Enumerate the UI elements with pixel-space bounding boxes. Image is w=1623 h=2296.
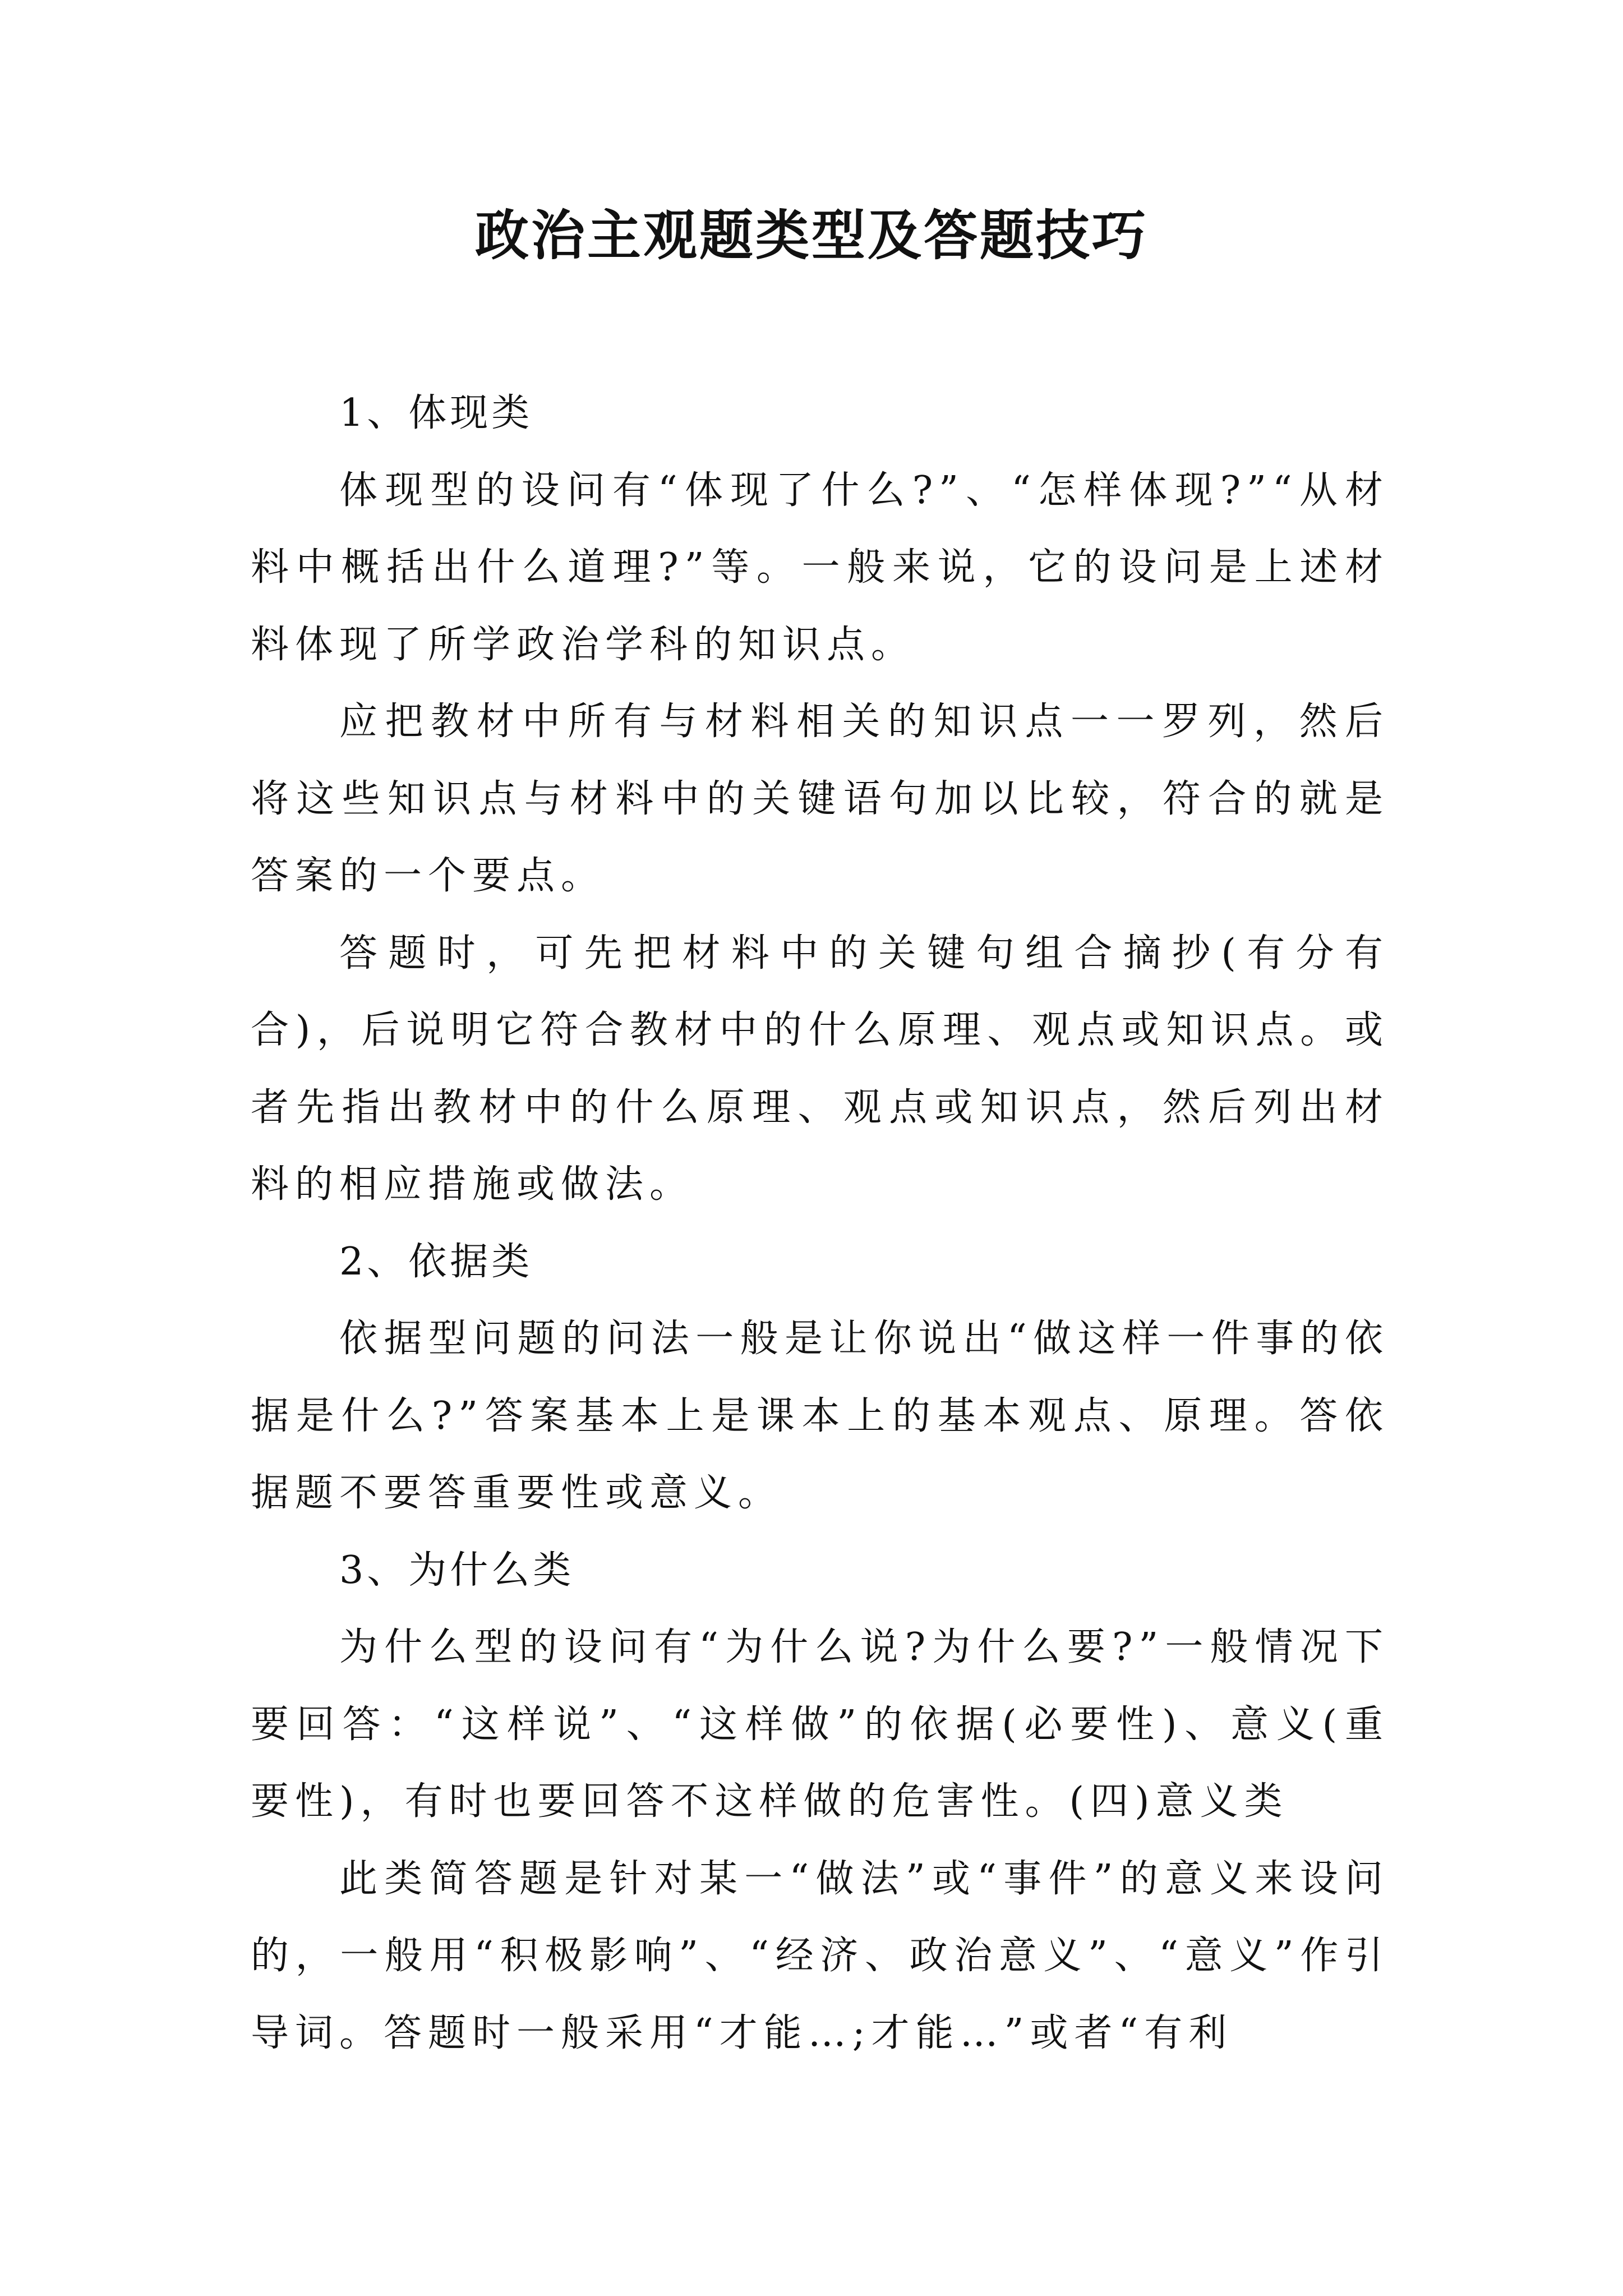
paragraph: 依据型问题的问法一般是让你说出“做这样一件事的依据是什么?”答案基本上是课本上的基本观点、原理。答依据题不要答重要性或意义。 [251,1317,1389,1515]
section-heading-3: 3、为什么类 [339,1548,575,1593]
paragraph: 应把教材中所有与材料相关的知识点一一罗列，然后将这些知识点与材料中的关键语句加以比较，符合的就是答案的一个要点。 [251,700,1389,898]
paragraph: 为什么型的设问有“为什么说?为什么要?”一般情况下要回答：“这样说”、“这样做”的依据(必要性)、意义(重要性)，有时也要回答不这样做的危害性。(四)意义类 [251,1625,1389,1824]
paragraph: 答题时，可先把材料中的关键句组合摘抄(有分有合)，后说明它符合教材中的什么原理、观点或知识点。或者先指出教材中的什么原理、观点或知识点，然后列出材料的相应措施或做法。 [251,931,1389,1207]
document-title: 政治主观题类型及答题技巧 [475,204,1148,267]
paragraph: 体现型的设问有“体现了什么?”、“怎样体现?”“从材料中概括出什么道理?”等。一般来说，它的设问是上述材料体现了所学政治学科的知识点。 [251,468,1389,667]
paragraph: 此类简答题是针对某一“做法”或“事件”的意义来设问的，一般用“积极影响”、“经济、政治意义”、“意义”作引导词。答题时一般采用“才能…;才能…”或者“有利 [251,1856,1389,2055]
section-heading-2: 2、依据类 [339,1239,533,1284]
document-body [251,375,1389,2072]
section-heading-1: 1、体现类 [339,391,533,435]
